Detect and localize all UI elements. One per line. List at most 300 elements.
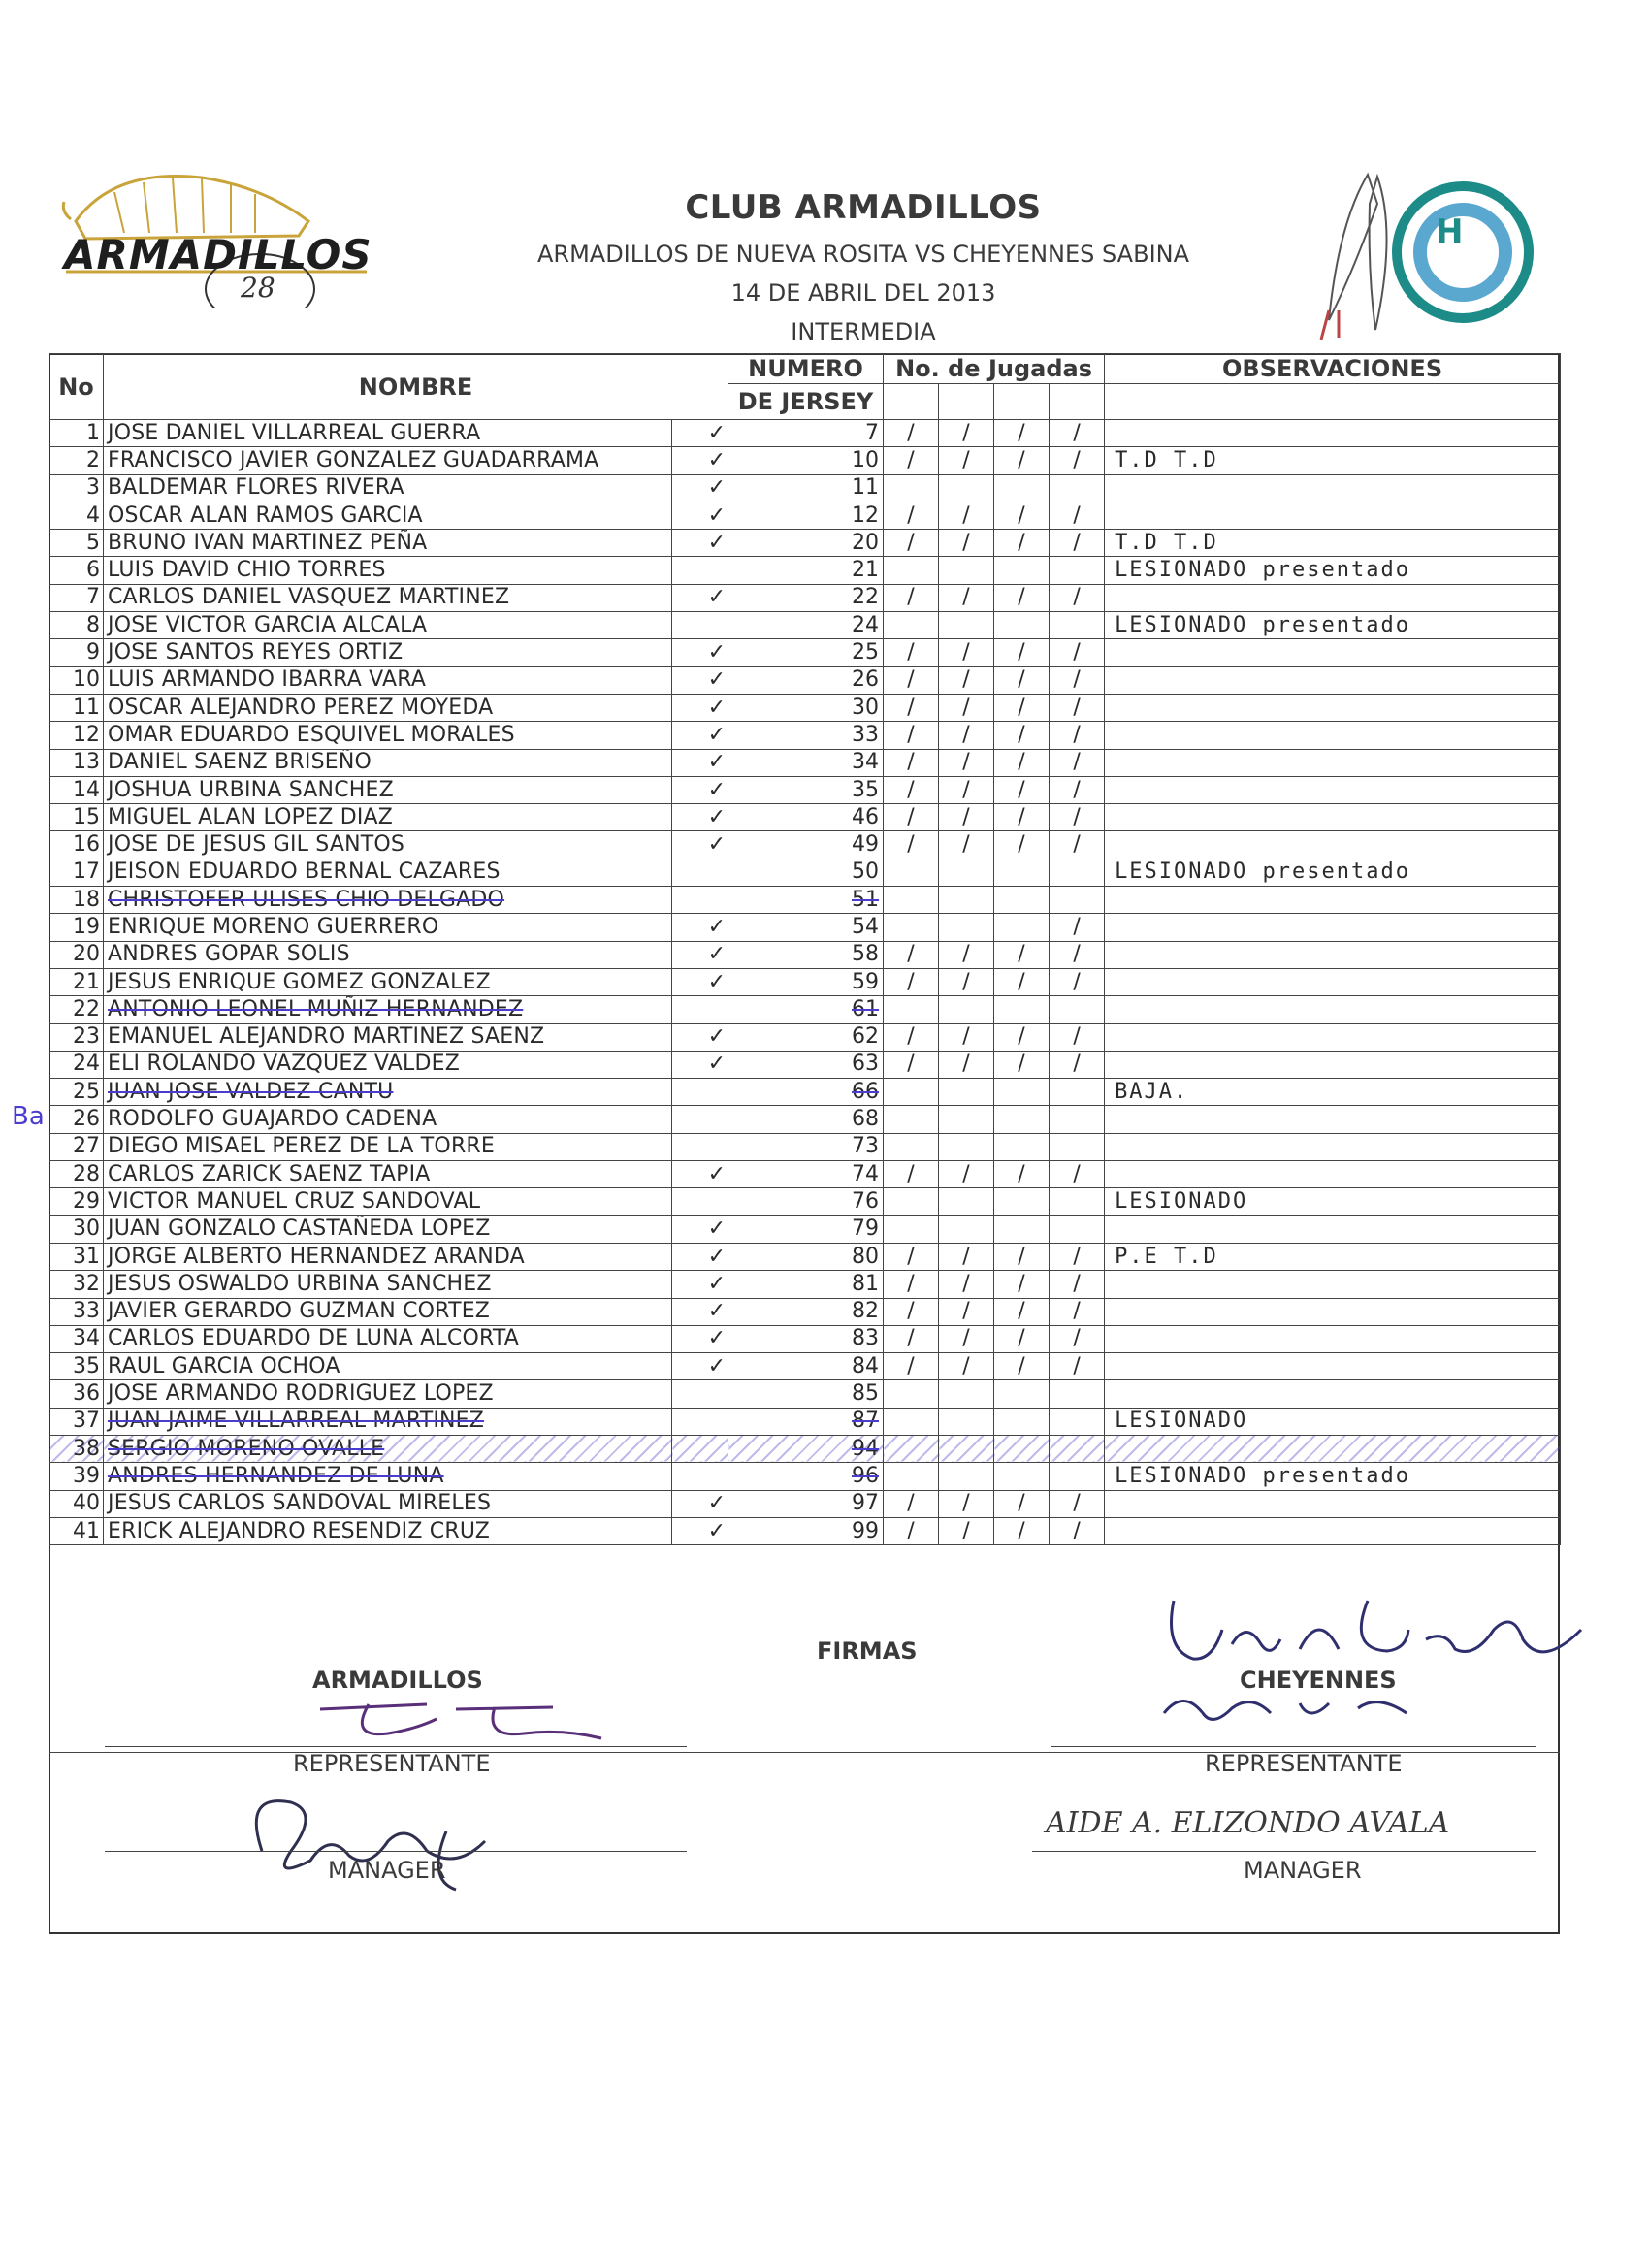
play-mark <box>1050 1435 1105 1462</box>
observation-note: LESIONADO <box>1105 1408 1561 1435</box>
observation-note <box>1105 584 1561 611</box>
jersey-number: 49 <box>728 831 884 859</box>
play-mark: / <box>994 776 1050 803</box>
play-mark: / <box>884 1353 939 1380</box>
play-mark: / <box>939 420 994 447</box>
jersey-number: 94 <box>728 1435 884 1462</box>
observation-note: LESIONADO presentado <box>1105 612 1561 639</box>
table-row <box>49 474 1561 502</box>
check-mark <box>672 1188 728 1215</box>
header-no: No <box>49 354 104 420</box>
jersey-number: 7 <box>728 420 884 447</box>
play-mark <box>884 1079 939 1106</box>
game-date: 14 DE ABRIL DEL 2013 <box>730 279 996 307</box>
table-row <box>49 941 1561 968</box>
play-mark: / <box>994 831 1050 859</box>
observation-note: LESIONADO presentado <box>1105 1463 1561 1490</box>
observation-note <box>1105 914 1561 941</box>
table-row <box>49 804 1561 831</box>
play-mark <box>939 1435 994 1462</box>
table-row <box>49 447 1561 474</box>
play-mark: / <box>884 941 939 968</box>
play-mark: / <box>939 502 994 529</box>
table-row <box>49 968 1561 995</box>
jersey-number: 34 <box>728 749 884 776</box>
table-row <box>49 831 1561 859</box>
play-mark <box>884 1463 939 1490</box>
table-row <box>49 666 1561 694</box>
player-name: VICTOR MANUEL CRUZ SANDOVAL <box>104 1188 672 1215</box>
play-mark <box>994 1463 1050 1490</box>
jersey-number: 74 <box>728 1161 884 1188</box>
play-mark: / <box>939 1243 994 1270</box>
play-mark <box>939 1463 994 1490</box>
play-mark: / <box>994 420 1050 447</box>
jersey-number: 81 <box>728 1271 884 1298</box>
jersey-number: 50 <box>728 859 884 886</box>
check-mark: ✓ <box>672 1161 728 1188</box>
table-row <box>49 776 1561 803</box>
play-mark: / <box>884 831 939 859</box>
check-mark <box>672 1106 728 1133</box>
table-row <box>49 694 1561 721</box>
left-rep-line <box>105 1746 687 1747</box>
jersey-number: 76 <box>728 1188 884 1215</box>
jersey-number: 97 <box>728 1490 884 1517</box>
play-mark <box>939 1215 994 1243</box>
play-mark: / <box>994 584 1050 611</box>
check-mark: ✓ <box>672 502 728 529</box>
play-mark: / <box>994 1271 1050 1298</box>
play-mark: / <box>994 722 1050 749</box>
play-mark: / <box>1050 1271 1105 1298</box>
row-number: 30 <box>49 1215 104 1243</box>
row-number: 12 <box>49 722 104 749</box>
table-row <box>49 612 1561 639</box>
row-number: 16 <box>49 831 104 859</box>
play-mark: / <box>884 1161 939 1188</box>
right-rep-line <box>1051 1746 1536 1747</box>
player-name: JOSHUA URBINA SANCHEZ <box>104 776 672 803</box>
play-mark <box>994 887 1050 914</box>
play-mark <box>1050 474 1105 502</box>
jersey-number: 66 <box>728 1079 884 1106</box>
table-row <box>49 639 1561 666</box>
play-mark <box>1050 1463 1105 1490</box>
row-number: 17 <box>49 859 104 886</box>
check-mark: ✓ <box>672 831 728 859</box>
play-mark <box>939 996 994 1023</box>
jersey-number: 84 <box>728 1353 884 1380</box>
jersey-number: 11 <box>728 474 884 502</box>
jersey-number: 46 <box>728 804 884 831</box>
play-mark: / <box>884 1243 939 1270</box>
observation-note <box>1105 1298 1561 1325</box>
play-mark: / <box>994 1353 1050 1380</box>
play-mark: / <box>994 749 1050 776</box>
jersey-number: 68 <box>728 1106 884 1133</box>
row-number: 36 <box>49 1380 104 1408</box>
player-name: CHRISTOFER ULISES CHIO DELGADO <box>104 887 672 914</box>
jersey-number: 63 <box>728 1051 884 1078</box>
player-name: JAVIER GERARDO GUZMAN CORTEZ <box>104 1298 672 1325</box>
row-number: 31 <box>49 1243 104 1270</box>
play-mark: / <box>884 1051 939 1078</box>
play-mark: / <box>994 639 1050 666</box>
observation-note <box>1105 1051 1561 1078</box>
play-mark <box>1050 1188 1105 1215</box>
player-name: ERICK ALEJANDRO RESENDIZ CRUZ <box>104 1517 672 1544</box>
play-mark <box>994 996 1050 1023</box>
play-mark: / <box>939 804 994 831</box>
play-mark: / <box>884 530 939 557</box>
play-mark: / <box>1050 1325 1105 1352</box>
table-row <box>49 420 1561 447</box>
header-play-col <box>994 384 1050 420</box>
jersey-number: 62 <box>728 1023 884 1051</box>
roster-table <box>48 353 1561 1545</box>
table-row <box>49 1298 1561 1325</box>
player-name: JOSE DE JESUS GIL SANTOS <box>104 831 672 859</box>
play-mark: / <box>884 420 939 447</box>
check-mark: ✓ <box>672 1298 728 1325</box>
row-number: 32 <box>49 1271 104 1298</box>
table-row <box>49 1051 1561 1078</box>
check-mark: ✓ <box>672 804 728 831</box>
play-mark <box>1050 996 1105 1023</box>
play-mark <box>994 1106 1050 1133</box>
observation-note: T.D T.D <box>1105 530 1561 557</box>
play-mark <box>884 996 939 1023</box>
player-name: JUAN JOSE VALDEZ CANTU <box>104 1079 672 1106</box>
observation-note <box>1105 694 1561 721</box>
jersey-number: 82 <box>728 1298 884 1325</box>
player-name: JOSE SANTOS REYES ORTIZ <box>104 639 672 666</box>
table-row <box>49 1188 1561 1215</box>
play-mark <box>884 557 939 584</box>
left-team-label: ARMADILLOS <box>312 1667 483 1694</box>
check-mark: ✓ <box>672 1271 728 1298</box>
row-number: 18 <box>49 887 104 914</box>
play-mark: / <box>1050 530 1105 557</box>
play-mark: / <box>884 749 939 776</box>
table-row <box>49 530 1561 557</box>
play-mark: / <box>939 1051 994 1078</box>
play-mark: / <box>1050 1243 1105 1270</box>
row-number: 10 <box>49 666 104 694</box>
row-number: 27 <box>49 1133 104 1160</box>
play-mark: / <box>1050 1051 1105 1078</box>
player-name: ANDRES GOPAR SOLIS <box>104 941 672 968</box>
player-name: JEISON EDUARDO BERNAL CAZARES <box>104 859 672 886</box>
play-mark: / <box>939 776 994 803</box>
play-mark: / <box>994 941 1050 968</box>
player-name: ANDRES HERNANDEZ DE LUNA <box>104 1463 672 1490</box>
observation-note <box>1105 749 1561 776</box>
table-row <box>49 749 1561 776</box>
check-mark: ✓ <box>672 1517 728 1544</box>
check-mark: ✓ <box>672 1023 728 1051</box>
player-name: JORGE ALBERTO HERNANDEZ ARANDA <box>104 1243 672 1270</box>
play-mark <box>939 1188 994 1215</box>
observation-note <box>1105 776 1561 803</box>
header-observations: OBSERVACIONES <box>1105 354 1561 384</box>
right-manager-line <box>1032 1851 1536 1852</box>
row-number: 8 <box>49 612 104 639</box>
row-number: 33 <box>49 1298 104 1325</box>
table-row <box>49 1023 1561 1051</box>
row-number: 23 <box>49 1023 104 1051</box>
check-mark: ✓ <box>672 1051 728 1078</box>
row-number: 6 <box>49 557 104 584</box>
play-mark <box>994 612 1050 639</box>
jersey-number: 96 <box>728 1463 884 1490</box>
play-mark: / <box>1050 804 1105 831</box>
check-mark: ✓ <box>672 1490 728 1517</box>
observation-note <box>1105 1271 1561 1298</box>
check-mark <box>672 1380 728 1408</box>
player-name: JUAN JAIME VILLARREAL MARTINEZ <box>104 1408 672 1435</box>
observation-note <box>1105 1215 1561 1243</box>
check-mark: ✓ <box>672 1215 728 1243</box>
play-mark: / <box>1050 941 1105 968</box>
player-name: JESUS CARLOS SANDOVAL MIRELES <box>104 1490 672 1517</box>
check-mark: ✓ <box>672 749 728 776</box>
player-name: JOSE VICTOR GARCIA ALCALA <box>104 612 672 639</box>
player-name: FRANCISCO JAVIER GONZALEZ GUADARRAMA <box>104 447 672 474</box>
player-name: ANTONIO LEONEL MUÑIZ HERNANDEZ <box>104 996 672 1023</box>
play-mark: / <box>1050 831 1105 859</box>
right-manager-label: MANAGER <box>1244 1857 1362 1884</box>
table-row <box>49 859 1561 886</box>
row-number: 13 <box>49 749 104 776</box>
jersey-number: 10 <box>728 447 884 474</box>
row-number: 29 <box>49 1188 104 1215</box>
observation-note <box>1105 1517 1561 1544</box>
play-mark: / <box>884 666 939 694</box>
play-mark <box>994 1133 1050 1160</box>
jersey-number: 35 <box>728 776 884 803</box>
player-name: ELI ROLANDO VAZQUEZ VALDEZ <box>104 1051 672 1078</box>
play-mark: / <box>1050 1023 1105 1051</box>
observation-note <box>1105 887 1561 914</box>
play-mark: / <box>1050 968 1105 995</box>
check-mark <box>672 1079 728 1106</box>
table-row <box>49 1325 1561 1352</box>
check-mark: ✓ <box>672 941 728 968</box>
jersey-number: 24 <box>728 612 884 639</box>
player-name: RAUL GARCIA OCHOA <box>104 1353 672 1380</box>
play-mark: / <box>994 502 1050 529</box>
play-mark: / <box>884 502 939 529</box>
row-number: 11 <box>49 694 104 721</box>
left-rep-signature <box>310 1690 621 1752</box>
player-name: LUIS DAVID CHIO TORRES <box>104 557 672 584</box>
check-mark: ✓ <box>672 530 728 557</box>
play-mark: / <box>994 447 1050 474</box>
row-number: 1 <box>49 420 104 447</box>
play-mark <box>1050 1079 1105 1106</box>
row-number: 3 <box>49 474 104 502</box>
play-mark: / <box>939 1517 994 1544</box>
play-mark <box>884 859 939 886</box>
play-mark: / <box>939 1325 994 1352</box>
play-mark <box>939 1079 994 1106</box>
play-mark: / <box>939 749 994 776</box>
play-mark: / <box>939 1271 994 1298</box>
right-team-label: CHEYENNES <box>1240 1667 1397 1694</box>
observation-note <box>1105 666 1561 694</box>
play-mark <box>994 1215 1050 1243</box>
row-number: 4 <box>49 502 104 529</box>
row-number: 28 <box>49 1161 104 1188</box>
game-category: INTERMEDIA <box>791 318 936 345</box>
play-mark <box>884 1215 939 1243</box>
play-mark: / <box>1050 1353 1105 1380</box>
roster-body <box>49 420 1561 1545</box>
table-row <box>49 1380 1561 1408</box>
play-mark <box>884 612 939 639</box>
row-number: 5 <box>49 530 104 557</box>
header-jersey-2: DE JERSEY <box>728 384 884 420</box>
table-row <box>49 1490 1561 1517</box>
play-mark <box>884 887 939 914</box>
jersey-number: 58 <box>728 941 884 968</box>
jersey-number: 59 <box>728 968 884 995</box>
play-mark <box>939 859 994 886</box>
check-mark <box>672 1408 728 1435</box>
player-name: BRUNO IVAN MARTINEZ PEÑA <box>104 530 672 557</box>
row-number: 7 <box>49 584 104 611</box>
observation-note <box>1105 639 1561 666</box>
observation-note <box>1105 996 1561 1023</box>
table-row <box>49 584 1561 611</box>
table-row <box>49 1463 1561 1490</box>
player-name: DANIEL SAENZ BRISEÑO <box>104 749 672 776</box>
row-number: 21 <box>49 968 104 995</box>
jersey-number: 79 <box>728 1215 884 1243</box>
play-mark: / <box>1050 1517 1105 1544</box>
play-mark <box>1050 859 1105 886</box>
play-mark <box>884 1106 939 1133</box>
play-mark <box>884 1133 939 1160</box>
right-rep-label: REPRESENTANTE <box>1205 1750 1403 1777</box>
check-mark: ✓ <box>672 474 728 502</box>
player-name: SERGIO MORENO OVALLE <box>104 1435 672 1462</box>
table-row <box>49 1106 1561 1133</box>
play-mark: / <box>939 831 994 859</box>
check-mark: ✓ <box>672 420 728 447</box>
table-row <box>49 1271 1561 1298</box>
row-number: 25 <box>49 1079 104 1106</box>
row-number: 19 <box>49 914 104 941</box>
jersey-number: 30 <box>728 694 884 721</box>
play-mark: / <box>1050 722 1105 749</box>
observation-note <box>1105 1106 1561 1133</box>
header-play-col <box>884 384 939 420</box>
jersey-number: 85 <box>728 1380 884 1408</box>
jersey-number: 51 <box>728 887 884 914</box>
check-mark: ✓ <box>672 722 728 749</box>
table-row <box>49 1435 1561 1462</box>
player-name: JESUS ENRIQUE GOMEZ GONZALEZ <box>104 968 672 995</box>
play-mark: / <box>884 1517 939 1544</box>
observation-note <box>1105 1023 1561 1051</box>
play-mark: / <box>939 666 994 694</box>
player-name: CARLOS ZARICK SAENZ TAPIA <box>104 1161 672 1188</box>
observation-note: T.D T.D <box>1105 447 1561 474</box>
observation-note <box>1105 722 1561 749</box>
row-number: 26 <box>49 1106 104 1133</box>
play-mark <box>994 1408 1050 1435</box>
play-mark: / <box>939 968 994 995</box>
play-mark <box>1050 612 1105 639</box>
jersey-number: 61 <box>728 996 884 1023</box>
observation-note <box>1105 502 1561 529</box>
check-mark <box>672 1133 728 1160</box>
check-mark: ✓ <box>672 639 728 666</box>
play-mark: / <box>884 447 939 474</box>
play-mark: / <box>1050 420 1105 447</box>
observation-note: P.E T.D <box>1105 1243 1561 1270</box>
row-number: 37 <box>49 1408 104 1435</box>
table-row <box>49 1079 1561 1106</box>
play-mark <box>994 1188 1050 1215</box>
observation-note <box>1105 1435 1561 1462</box>
row-number: 14 <box>49 776 104 803</box>
player-name: CARLOS DANIEL VASQUEZ MARTINEZ <box>104 584 672 611</box>
play-mark: / <box>884 1325 939 1352</box>
header-plays: No. de Jugadas <box>884 354 1105 384</box>
play-mark: / <box>994 968 1050 995</box>
table-row <box>49 996 1561 1023</box>
left-rep-label: REPRESENTANTE <box>293 1750 491 1777</box>
play-mark: / <box>939 1023 994 1051</box>
row-number: 39 <box>49 1463 104 1490</box>
check-mark: ✓ <box>672 694 728 721</box>
jersey-number: 80 <box>728 1243 884 1270</box>
check-mark <box>672 557 728 584</box>
observation-note <box>1105 1380 1561 1408</box>
table-row <box>49 914 1561 941</box>
play-mark: / <box>994 804 1050 831</box>
play-mark: / <box>939 1353 994 1380</box>
play-mark <box>1050 557 1105 584</box>
observation-note <box>1105 1490 1561 1517</box>
play-mark <box>939 887 994 914</box>
jersey-number: 21 <box>728 557 884 584</box>
table-row <box>49 1161 1561 1188</box>
play-mark: / <box>1050 447 1105 474</box>
table-row <box>49 1353 1561 1380</box>
play-mark <box>1050 1106 1105 1133</box>
player-name: OMAR EDUARDO ESQUIVEL MORALES <box>104 722 672 749</box>
play-mark: / <box>994 1051 1050 1078</box>
player-name: JOSE ARMANDO RODRIGUEZ LOPEZ <box>104 1380 672 1408</box>
play-mark: / <box>1050 694 1105 721</box>
play-mark: / <box>884 1023 939 1051</box>
table-row <box>49 1408 1561 1435</box>
check-mark: ✓ <box>672 1243 728 1270</box>
row-number: 15 <box>49 804 104 831</box>
play-mark: / <box>939 639 994 666</box>
play-mark <box>884 1408 939 1435</box>
play-mark <box>994 1435 1050 1462</box>
row-number: 38 <box>49 1435 104 1462</box>
row-number: 2 <box>49 447 104 474</box>
play-mark <box>884 1188 939 1215</box>
left-manager-label: MANAGER <box>328 1857 446 1884</box>
